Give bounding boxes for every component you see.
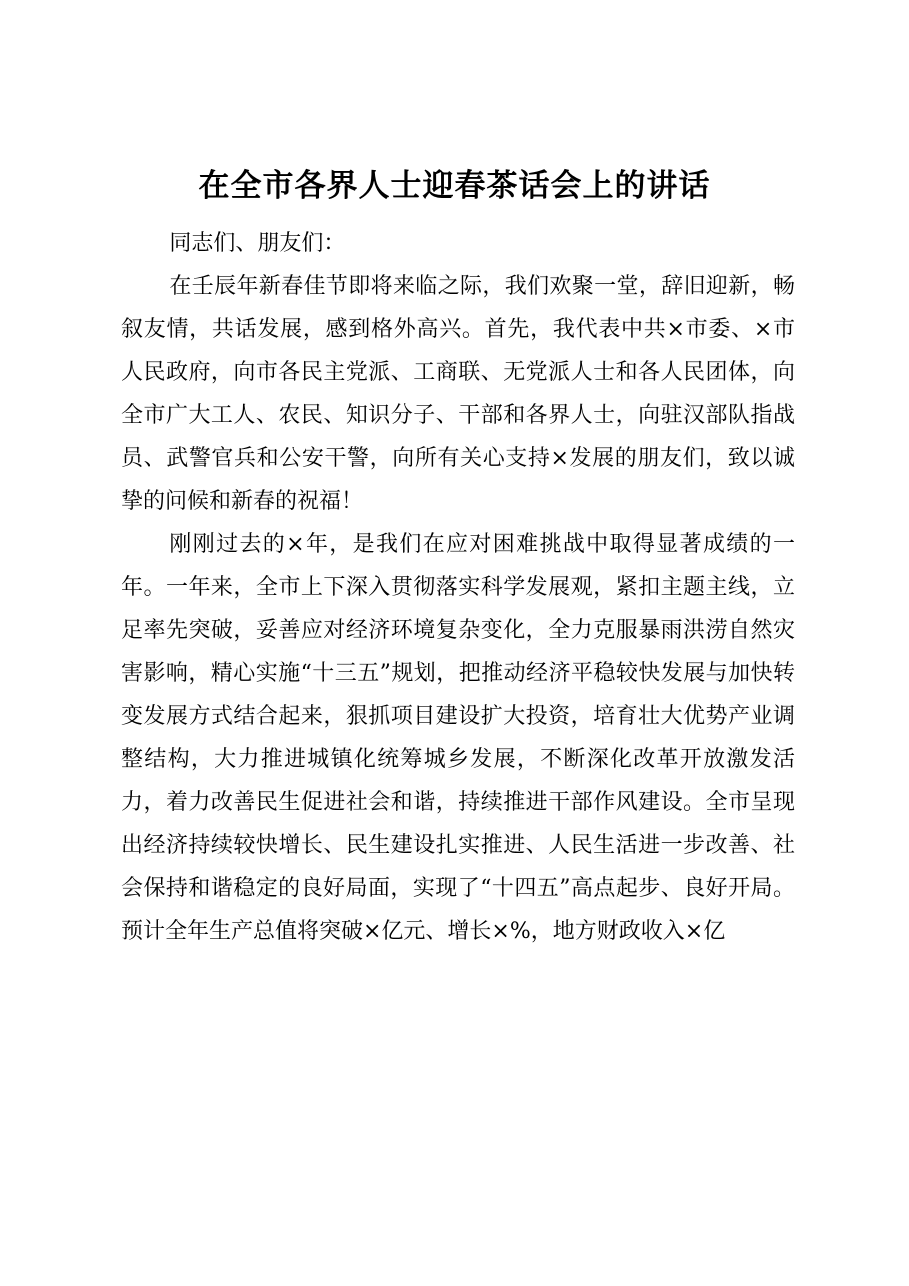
paragraph-review: 刚刚过去的×年，是我们在应对困难挑战中取得显著成绩的一年。一年来，全市上下深入贯彻落实科学发展观，紧扣主题主线，立足率先突破，妥善应对经济环境复杂变化，全力克服暴雨洪涝自然灾害影响，精心实施“十三五”规划，把推动经济平稳较快发展与加快转变发展方式结合起来，狠抓项目建设扩大投资，培育壮大优势产业调整结构，大力推进城镇化统筹城乡发展，不断深化改革开放激发活力，着力改善民生促进社会和谐，持续推进干部作风建设。全市呈现出经济持续较快增长、民生建设扎实推进、人民生活进一步改善、社会保持和谐稳定的良好局面，实现了“十四五”高点起步、良好开局。预计全年生产总值将突破×亿元、增长×%，地方财政收入×亿 bbox=[121, 532, 795, 944]
salutation: 同志们、朋友们： bbox=[169, 231, 346, 256]
document-title: 在全市各界人士迎春茶话会上的讲话 bbox=[198, 168, 711, 204]
document-body bbox=[121, 222, 795, 953]
paragraph-greeting: 在壬辰年新春佳节即将来临之际，我们欢聚一堂，辞旧迎新，畅叙友情，共话发展，感到格外高兴。首先，我代表中共×市委、×市人民政府，向市各民主党派、工商联、无党派人士和各人民团体，向全市广大工人、农民、知识分子、干部和各界人士，向驻汉部队指战员、武警官兵和公安干警，向所有关心支持×发展的朋友们，致以诚挚的问候和新春的祝福！ bbox=[121, 274, 795, 514]
